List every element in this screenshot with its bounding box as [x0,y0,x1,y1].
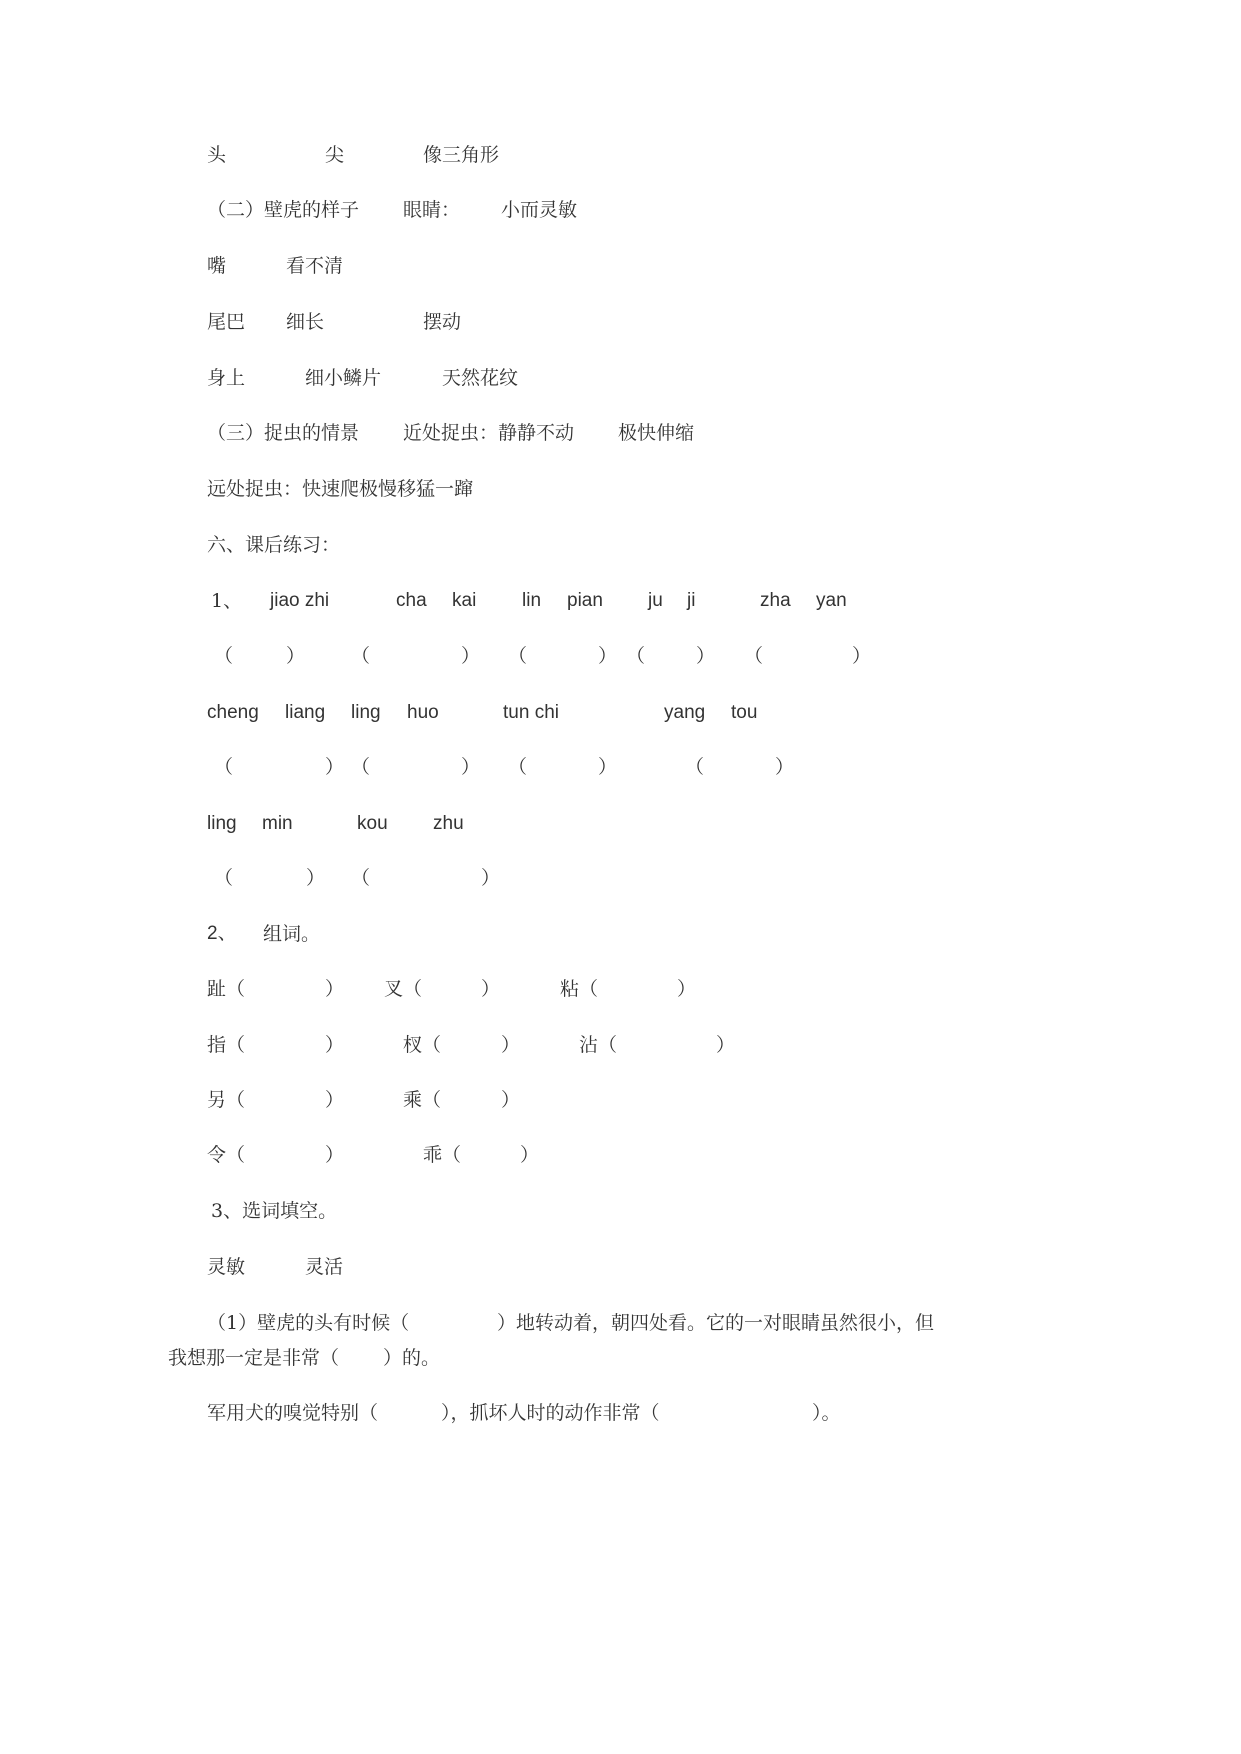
answer-bracket-close: ） [325,1089,345,1111]
option-word: 灵敏 [207,1256,246,1278]
pinyin-item: lin [522,590,542,611]
answer-bracket-close: ） [481,867,501,889]
word-item: 沾（ [579,1034,618,1056]
answer-bracket-close: ） [325,756,345,778]
answer-bracket-close: ） [481,978,501,1000]
pinyin-item: tou [731,702,758,723]
pinyin-item: ju [648,590,663,611]
text-tail-move: 摆动 [423,311,462,333]
word-item: 指（ [207,1034,246,1056]
word-item: 粘（ [560,978,599,1000]
word-item: 乘（ [403,1089,442,1111]
answer-bracket-open: （ [214,645,234,667]
pinyin-item: kai [452,590,477,611]
pinyin-item: tun chi [503,702,559,723]
q1-number: 1、 [211,590,243,612]
pinyin-item: yan [816,590,847,611]
answer-bracket-open: （ [214,867,234,889]
answer-bracket-close: ） [520,1144,540,1166]
text-body: 身上 [207,367,246,389]
answer-bracket-close: ） [325,1144,345,1166]
answer-bracket-open: （ [351,756,371,778]
sentence1-part1: （1）壁虎的头有时候（ [207,1312,410,1334]
pinyin-item: huo [407,702,439,723]
text-pointed: 尖 [325,144,345,166]
pinyin-item: kou [357,813,388,834]
pinyin-item: pian [567,590,603,611]
answer-bracket-close: ） [775,756,795,778]
answer-bracket-open: （ [508,645,528,667]
section-heading-appearance: （二）壁虎的样子 [207,199,360,221]
text-eyes-desc: 小而灵敏 [501,199,578,221]
text-eyes: 眼睛： [403,199,461,221]
pinyin-item: liang [285,702,326,723]
answer-bracket-open: （ [744,645,764,667]
answer-bracket-close: ） [461,756,481,778]
word-item: 杈（ [403,1034,442,1056]
answer-bracket-close: ） [501,1089,521,1111]
option-word: 灵活 [305,1256,344,1278]
pinyin-item: zha [760,590,791,611]
answer-bracket-close: ） [306,867,326,889]
text-far-hunting: 远处捉虫：快速爬极慢移猛一蹿 [207,478,474,500]
text-triangle: 像三角形 [423,144,500,166]
word-item: 令（ [207,1144,246,1166]
answer-bracket-close: ） [325,1034,345,1056]
answer-bracket-open: （ [214,756,234,778]
text-mouth: 嘴 [207,255,227,277]
answer-bracket-close: ） [461,645,481,667]
text-tail: 尾巴 [207,311,246,333]
sentence2-part3: ）。 [812,1402,841,1424]
sentence1-part4: ）的。 [383,1347,441,1369]
answer-bracket-open: （ [626,645,646,667]
exercises-heading: 六、课后练习： [207,534,341,556]
q2-number: 2、 [207,923,237,944]
answer-bracket-open: （ [508,756,528,778]
answer-bracket-open: （ [351,645,371,667]
sentence2-part1: 军用犬的嗅觉特别（ [207,1402,379,1424]
text-mouth-desc: 看不清 [286,255,344,277]
sentence1-part3: 我想那一定是非常（ [168,1347,340,1369]
answer-bracket-open: （ [351,867,371,889]
word-item: 叉（ [384,978,423,1000]
answer-bracket-close: ） [677,978,697,1000]
answer-bracket-close: ） [501,1034,521,1056]
text-head: 头 [207,144,227,166]
word-item: 另（ [207,1089,246,1111]
text-pattern: 天然花纹 [442,367,519,389]
text-scales: 细小鳞片 [305,367,382,389]
answer-bracket-close: ） [286,645,306,667]
pinyin-item: min [262,813,293,834]
word-item: 乖（ [423,1144,462,1166]
pinyin-item: cha [396,590,427,611]
pinyin-item: cheng [207,702,259,723]
sentence2-part2: ），抓坏人时的动作非常（ [441,1402,660,1424]
text-tail-desc: 细长 [286,311,325,333]
pinyin-item: ji [687,590,696,611]
pinyin-item: jiao zhi [270,590,330,611]
answer-bracket-close: ） [598,645,618,667]
answer-bracket-close: ） [716,1034,736,1056]
answer-bracket-open: （ [685,756,705,778]
pinyin-item: ling [351,702,381,723]
answer-bracket-close: ） [696,645,716,667]
text-near-hunting: 近处捉虫：静静不动 [403,422,575,444]
answer-bracket-close: ） [325,978,345,1000]
word-item: 趾（ [207,978,246,1000]
q2-title: 组词。 [263,923,321,945]
text-fast-stretch: 极快伸缩 [618,422,695,444]
pinyin-item: ling [207,813,237,834]
sentence1-part2: ）地转动着，朝四处看。它的一对眼睛虽然很小，但 [497,1312,935,1334]
section-heading-hunting: （三）捉虫的情景 [207,422,360,444]
pinyin-item: yang [664,702,706,723]
q3-title: 3、选词填空。 [211,1200,338,1222]
answer-bracket-close: ） [852,645,872,667]
pinyin-item: zhu [433,813,464,834]
answer-bracket-close: ） [598,756,618,778]
